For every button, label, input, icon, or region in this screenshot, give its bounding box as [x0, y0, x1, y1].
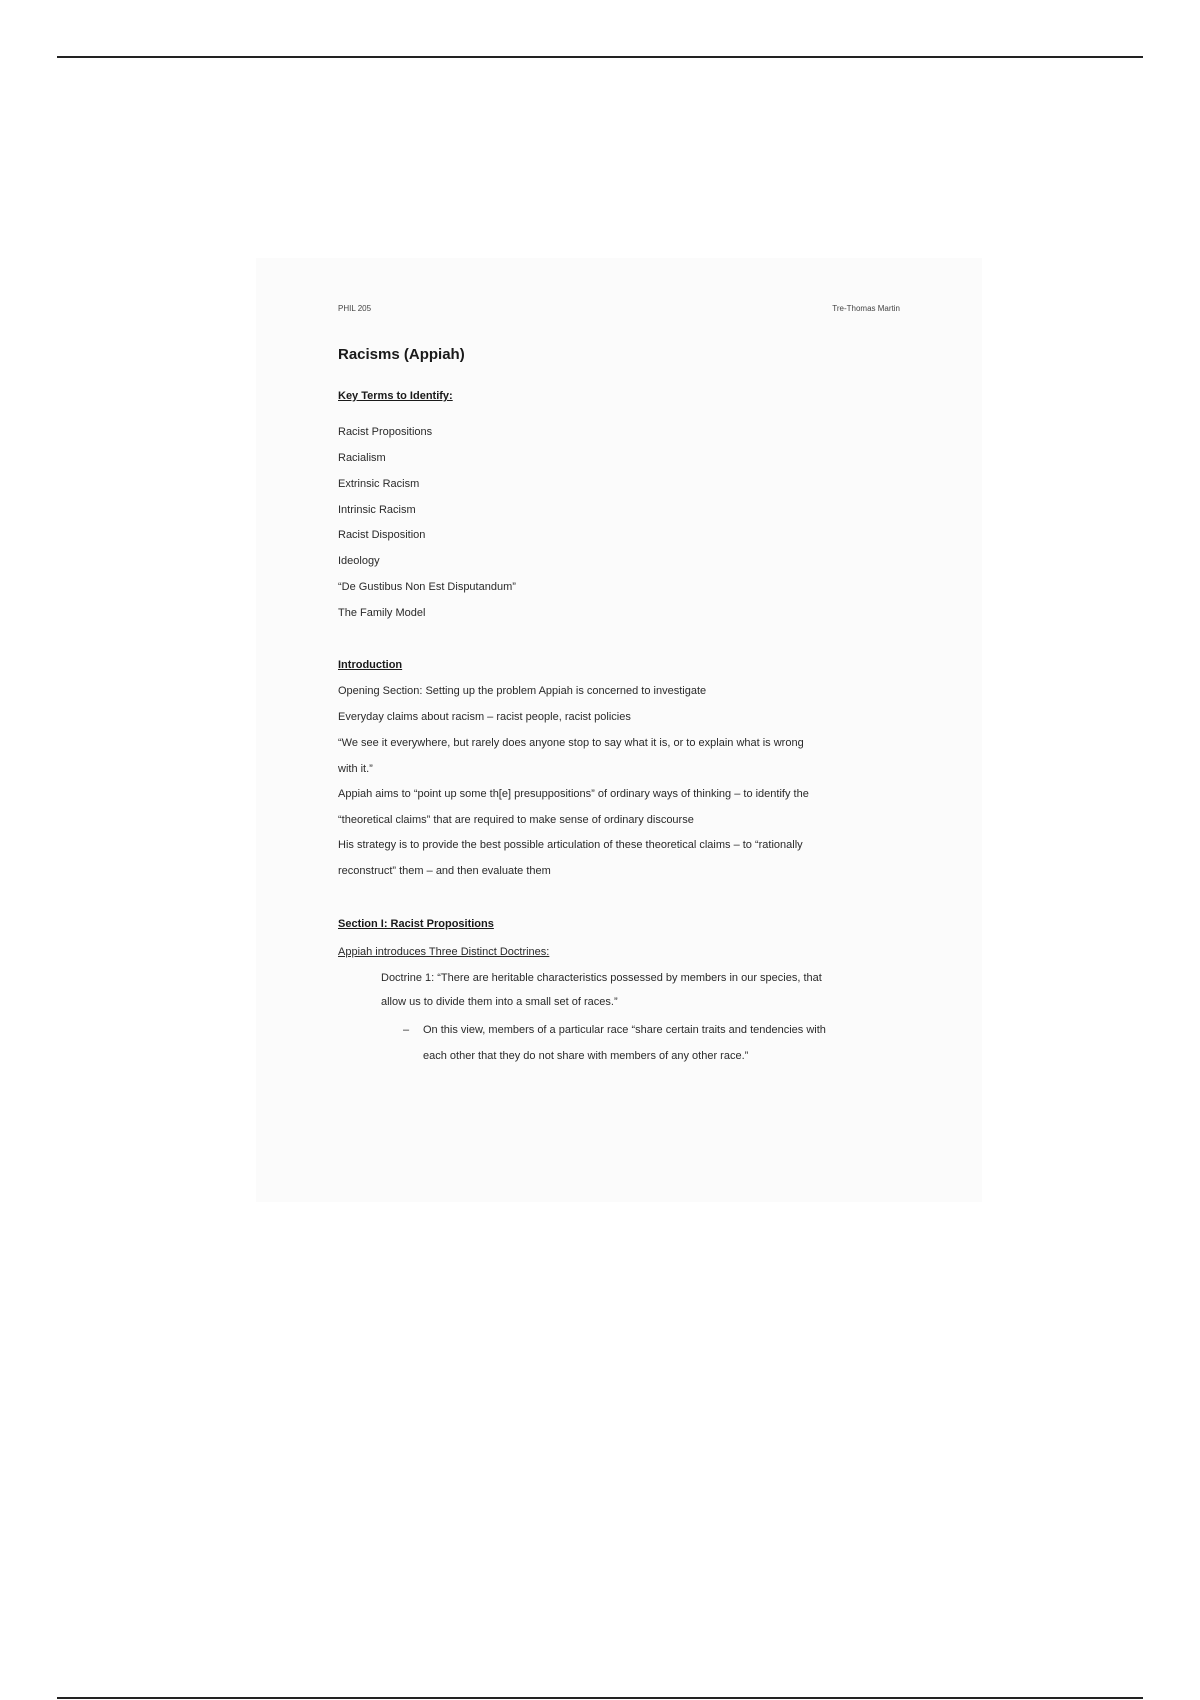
introduction-line: reconstruct” them – and then evaluate them — [338, 865, 551, 877]
introduction-line: Everyday claims about racism – racist people, racist policies — [338, 711, 631, 723]
introduction-line: Appiah aims to “point up some th[e] presuppositions” of ordinary ways of thinking – to identify the — [338, 788, 809, 800]
section-subheading: Appiah introduces Three Distinct Doctrines: — [338, 946, 550, 958]
key-terms-heading: Key Terms to Identify: — [338, 390, 453, 402]
doctrine-line: Doctrine 1: “There are heritable characteristics possessed by members in our species, that — [381, 972, 822, 984]
introduction-line: with it.” — [338, 763, 373, 775]
key-term-item: “De Gustibus Non Est Disputandum” — [338, 581, 516, 593]
document-page — [256, 258, 982, 1202]
introduction-line: “theoretical claims” that are required to make sense of ordinary discourse — [338, 814, 694, 826]
key-term-item: Racist Propositions — [338, 426, 433, 438]
bullet-line: each other that they do not share with members of any other race.” — [423, 1050, 749, 1062]
top-border — [57, 56, 1143, 58]
bullet-dash: – — [403, 1024, 410, 1036]
key-term-item: Intrinsic Racism — [338, 504, 416, 516]
introduction-line: “We see it everywhere, but rarely does anyone stop to say what it is, or to explain what is wrong — [338, 737, 804, 749]
introduction-heading: Introduction — [338, 659, 403, 671]
bullet-line: On this view, members of a particular race “share certain traits and tendencies with — [423, 1024, 826, 1036]
introduction-line: Opening Section: Setting up the problem Appiah is concerned to investigate — [338, 685, 707, 697]
key-term-item: Ideology — [338, 555, 380, 567]
introduction-line: His strategy is to provide the best possible articulation of these theoretical claims – to “rationally — [338, 839, 803, 851]
document-title: Racisms (Appiah) — [338, 346, 465, 363]
key-term-item: Racist Disposition — [338, 529, 426, 541]
key-term-item: Extrinsic Racism — [338, 478, 420, 490]
section-heading: Section I: Racist Propositions — [338, 918, 494, 930]
bottom-border — [57, 1697, 1143, 1699]
course-label: PHIL 205 — [338, 304, 372, 313]
key-term-item: The Family Model — [338, 607, 426, 619]
key-term-item: Racialism — [338, 452, 386, 464]
author-label: Tre-Thomas Martin — [832, 304, 900, 313]
doctrine-line: allow us to divide them into a small set of races.” — [381, 996, 618, 1008]
